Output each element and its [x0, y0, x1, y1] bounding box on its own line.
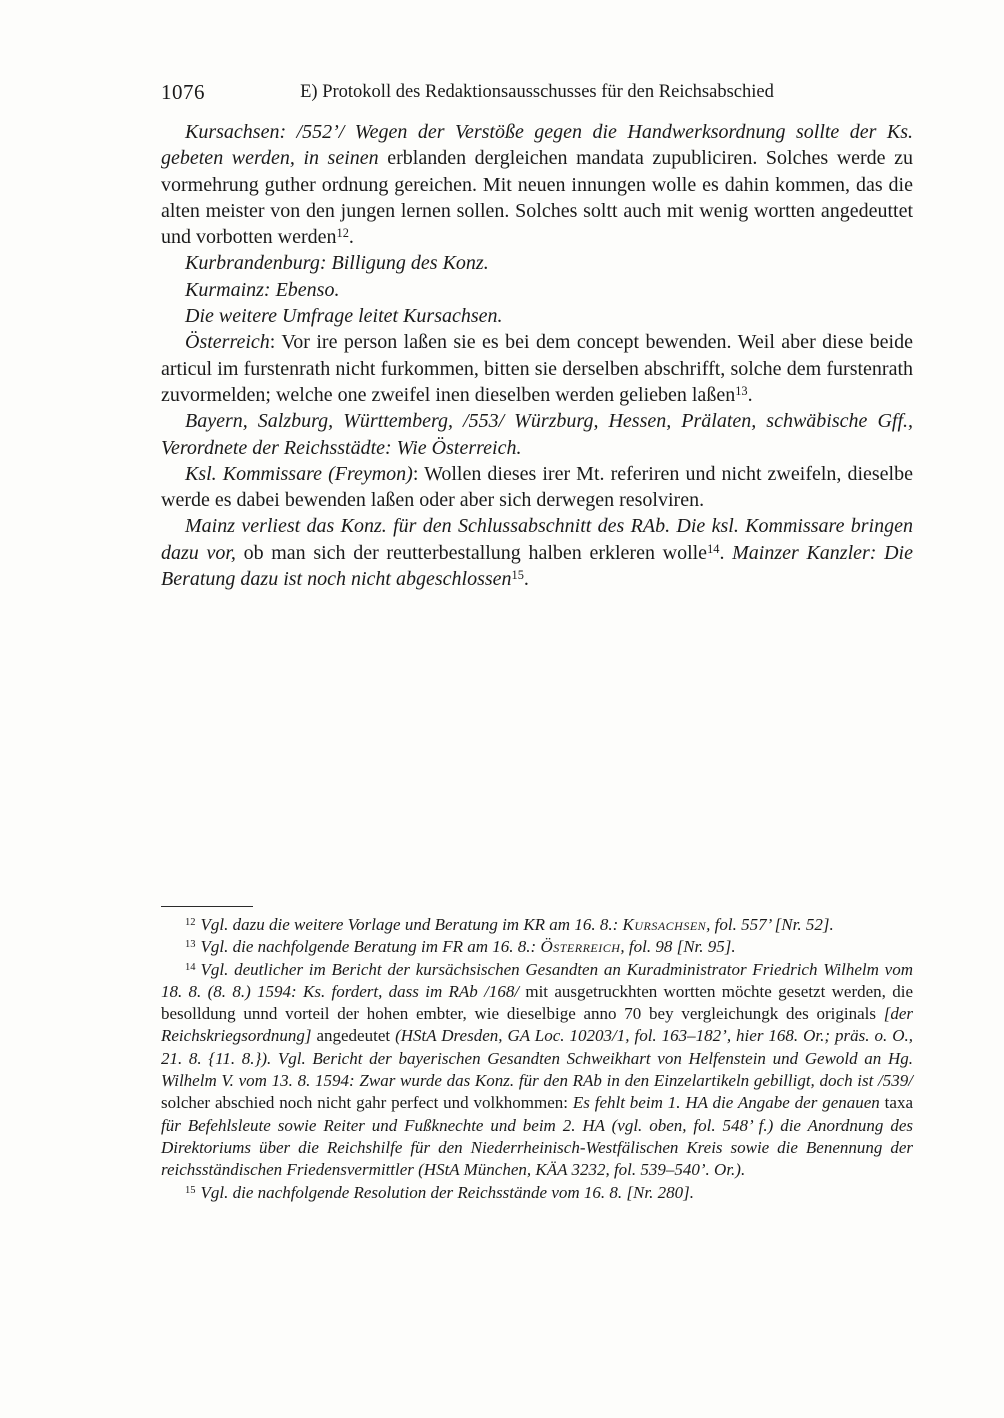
footnote — [161, 936, 913, 958]
text-run: , fol. 557’ [Nr. 52]. — [706, 915, 834, 934]
text-run: Österreich — [185, 331, 270, 354]
footnote — [161, 1182, 913, 1204]
page-header — [161, 80, 913, 108]
text-run: Vgl. die nachfolgende Resolution der Reichsstände vom 16. 8. [Nr. 280]. — [200, 1182, 694, 1202]
footnote-reference: 14 — [707, 541, 720, 556]
text-run: Es fehlt beim 1. HA die Angabe der genauen — [572, 1093, 885, 1113]
text-run: Kursachsen: /552’/ Wegen der Verstöße gegen die Handwerksordnung sollte der Ks. gebeten werden, in seinen — [161, 121, 913, 170]
footnote-number: 12 — [185, 916, 196, 928]
text-run: ob man sich der reutterbestallung halben erkleren wolle — [243, 541, 708, 564]
text-run: angedeutet — [316, 1026, 396, 1046]
running-header: E) Protokoll des Redaktionsausschusses für den Reichsabschied — [300, 82, 774, 102]
paragraph — [161, 303, 913, 329]
text-run: . — [523, 568, 529, 591]
text-run: solcher abschied noch nicht gahr perfect und volkhommen: — [161, 1093, 573, 1113]
paragraph — [161, 250, 913, 276]
paragraph — [161, 461, 913, 514]
text-run: , fol. 98 [Nr. 95]. — [620, 937, 736, 957]
paragraph — [161, 329, 913, 408]
text-run: Vgl. die nachfolgende Beratung im FR am 16. 8.: — [200, 937, 541, 957]
footnote-number: 14 — [185, 961, 196, 973]
text-run: Mainzer Kanzler: Die Beratung dazu ist noch nicht abgeschlossen — [161, 541, 913, 591]
text-run: : Vor ire person laßen sie es bei dem concept bewenden. Weil aber diese beide articul im furstenrath nicht furkommen, bitten sie derselben abschrifft, solche dem furstenrath zuvormelden; welche one zweifel inen dieselben werden gelieben laßen — [161, 331, 913, 406]
paragraph — [161, 513, 913, 592]
footnote-number: 15 — [185, 1184, 196, 1196]
text-run: Bayern, Salzburg, Württemberg, /553/ Würzburg, Hessen, Prälaten, schwäbische Gff., Verordnete der Reichsstädte: Wie Österreich. — [161, 410, 913, 459]
text-run: taxa — [884, 1093, 913, 1113]
footnote — [161, 914, 913, 936]
text-run: Mainz verliest das Konz. für den Schlussabschnitt des RAb. Die ksl. Kommissare bringen dazu vor, — [161, 515, 913, 564]
paragraph — [161, 119, 913, 250]
footnote-reference: 13 — [735, 384, 748, 399]
footnote — [161, 959, 913, 1182]
footnote-reference: 15 — [511, 568, 524, 583]
paragraph — [161, 408, 913, 461]
paragraph — [161, 277, 913, 303]
text-run: . — [719, 541, 733, 564]
text-run: Die weitere Umfrage leitet Kursachsen. — [185, 305, 503, 328]
text-run: Kurmainz: Ebenso. — [185, 278, 340, 301]
text-run: . — [348, 226, 354, 249]
footnotes — [161, 914, 913, 1204]
text-run: Kursachsen — [622, 915, 707, 934]
text-run: Vgl. dazu die weitere Vorlage und Beratung im KR am 16. 8.: — [200, 915, 623, 934]
text-run: (HStA Dresden, GA Loc. 10203/1, fol. 163–182’, hier 168. Or.; präs. o. O., 21. 8. {11. 8.}). Vgl. Bericht der bayerischen Gesandten Schweikhart von Helfenstein und Gewold an Hg. Wilhelm V. vom 13. 8. 1594: Zwar wurde das Konz. für den RAb in den Einzelartikeln gebilligt, doch ist /539/ — [161, 1026, 913, 1091]
footnote-number: 13 — [185, 939, 196, 951]
text-run: [der Reichskriegsordnung] — [161, 1004, 913, 1046]
text-run: Vgl. deutlicher im Bericht der kursächsischen Gesandten an Kuradministrator Friedrich Wilhelm vom 18. 8. (8. 8.) 1594: Ks. fordert, dass im RAb /168/ — [161, 959, 913, 1001]
text-run: . — [747, 383, 753, 406]
text-run: für Befehlsleute sowie Reiter und Fußknechte und beim 2. HA (vgl. oben, fol. 548’ f.) die Anordnung des Direktoriums über die Reichshilfe für den Niederrheinisch-Westfälischen Kreis sowie die Benennung der reichsständischen Friedensvermittler (HStA München, KÄA 3232, fol. 539–540’. Or.). — [161, 1115, 913, 1180]
body-text — [161, 119, 913, 592]
page-number: 1076 — [161, 80, 205, 104]
text-run: erblanden dergleichen mandata zupubliciren. Solches werde zu vormehrung guther ordnung gereichen. Mit neuen innungen wolle es dahin kommen, das die alten meister von den jungen lernen sollen. Solches soltt auch mit wenig wortten angedeuttet und vorbotten werden — [161, 147, 913, 249]
text-run: Ksl. Kommissare (Freymon) — [185, 462, 413, 485]
footnote-section — [161, 906, 913, 1204]
text-run: Kurbrandenburg: Billigung des Konz. — [185, 252, 489, 275]
text-run: mit ausgetruckhten wortten möchte gesetzt werden, die besolldung unnd vorteil der hohen embter, wie dieselbige anno 70 bey vergleichungk des originals — [161, 981, 913, 1024]
footnote-reference: 12 — [336, 226, 349, 241]
text-run: Österreich — [540, 937, 621, 957]
text-run: : Wollen dieses irer Mt. referiren und nicht zweifeln, dieselbe werde es dabei bewenden laßen oder aber sich derwegen resolviren. — [161, 462, 913, 512]
footnote-rule — [161, 906, 253, 907]
